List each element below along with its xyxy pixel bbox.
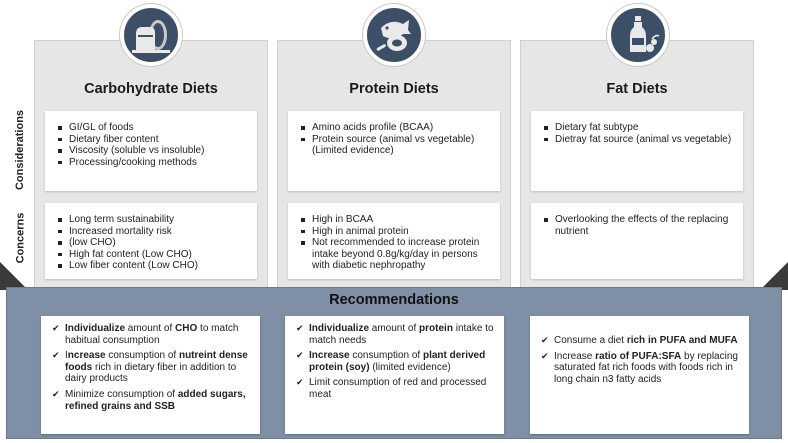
protein-recommendation-card [285,316,504,434]
list-item: GI/GL of foods [58,122,249,134]
column-title: Carbohydrate Diets [84,81,218,97]
right-corner-triangle [760,262,788,290]
list-item: Overlooking the effects of the replacing nutrient [544,214,735,237]
list-item: Dietary fiber content [58,134,249,146]
bread-grains-icon [120,4,182,66]
recommendation-item: ✔ Individualize amount of CHO to match habitual consumption [52,323,252,346]
recommendation-item: ✔ Increase consumption of plant derived protein (soy) (limited evidence) [296,350,496,373]
concerns-row-label: Concerns [14,212,26,264]
considerations-list [45,111,257,168]
recommendation-item: ✔ Individualize amount of protein intake to match needs [296,323,496,346]
list-item: Long term sustainability [58,214,249,226]
list-item: (low CHO) [58,237,249,249]
recommendations-title: Recommendations [329,292,459,308]
list-item: Processing/cooking methods [58,157,249,169]
carbohydrate-column [34,40,268,290]
recommendation-item: ✔ Minimize consumption of added sugars, refined grains and SSB [52,389,252,412]
considerations-card [45,111,257,191]
list-item: High in animal protein [301,226,492,238]
list-item: Amino acids profile (BCAA) [301,122,492,134]
list-item: Low fiber content (Low CHO) [58,260,249,272]
meat-fish-icon [363,4,425,66]
list-item: Not recommended to increase protein intake beyond 0.8g/kg/day in persons with diabetic nephropathy [301,237,492,272]
recommendation-list [41,316,260,412]
protein-column [277,40,511,290]
oil-bottle-olives-icon [607,4,669,66]
recommendation-item: ✔ Consume a diet rich in PUFA and MUFA [541,335,741,347]
fat-column [520,40,754,290]
considerations-row-label: Considerations [14,109,27,191]
list-item: Viscosity (soluble vs insoluble) [58,145,249,157]
recommendation-item: ✔ Limit consumption of red and processed meat [296,377,496,400]
recommendation-list [530,316,749,385]
concerns-card [531,203,743,279]
column-title: Fat Diets [606,81,668,97]
considerations-card [288,111,500,191]
list-item: Dietary fat subtype [544,122,735,134]
list-item: High in BCAA [301,214,492,226]
concerns-list [288,203,500,272]
recommendations-band [6,287,782,439]
list-item: Increased mortality risk [58,226,249,238]
recommendation-list [285,316,504,401]
list-item: Protein source (animal vs vegetable)(Limited evidence) [301,134,492,157]
concerns-card [288,203,500,279]
list-item: High fat content (Low CHO) [58,249,249,261]
considerations-list [288,111,500,157]
considerations-list [531,111,743,145]
concerns-list [531,203,743,237]
recommendation-item: ✔ Increase consumption of nutreint dense foods rich in dietary fiber in addition to dairy products [52,350,252,385]
list-item: Dietray fat source (animal vs vegetable) [544,134,735,146]
carbohydrate-recommendation-card [41,316,260,434]
concerns-card [45,203,257,279]
considerations-card [531,111,743,191]
recommendation-item: ✔ Increase ratio of PUFA:SFA by replacing saturated fat rich foods with foods rich in long chain n3 fatty acids [541,351,741,386]
concerns-list [45,203,257,272]
column-title: Protein Diets [349,81,439,97]
fat-recommendation-card [530,316,749,434]
